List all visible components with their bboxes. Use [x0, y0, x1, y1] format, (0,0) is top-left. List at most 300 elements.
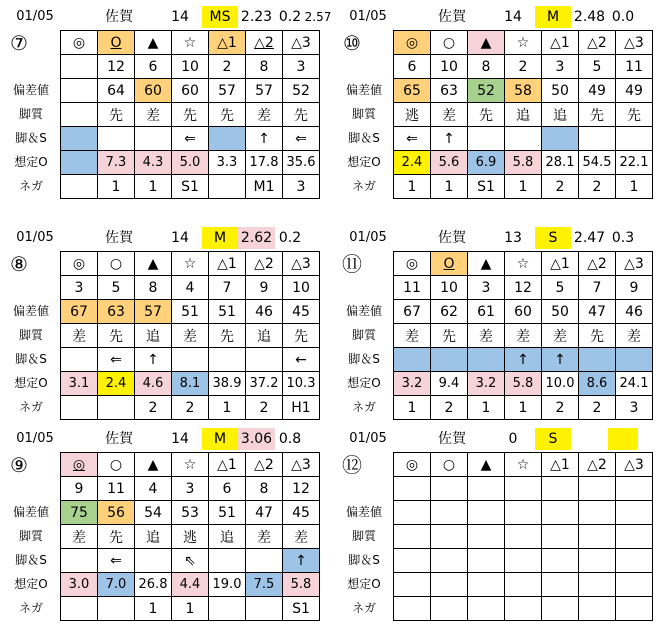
table-row-arrows — [61, 549, 320, 573]
cell-marks: △2 — [579, 453, 616, 477]
table-row-nums — [61, 55, 320, 79]
cell-odds — [505, 573, 542, 597]
cell-marks: ○ — [431, 453, 468, 477]
cell-nums — [431, 477, 468, 501]
cell-style — [579, 525, 616, 549]
cell-odds: 4.4 — [172, 573, 209, 597]
cell-arrows — [61, 549, 98, 573]
table-row-dev — [394, 300, 653, 324]
cell-odds: 10.0 — [542, 372, 579, 396]
table-row-nums — [61, 276, 320, 300]
cell-style: 差 — [616, 324, 653, 348]
header-v2 — [608, 428, 638, 450]
header-track: 佐賀 — [105, 9, 133, 25]
cell-nums — [542, 477, 579, 501]
row-label: ネガ — [351, 601, 376, 615]
cell-marks: ☆ — [505, 453, 542, 477]
cell-nega: 2 — [135, 396, 172, 420]
row-label: 想定O — [347, 376, 381, 390]
cell-arrows — [579, 549, 616, 573]
cell-dev: 65 — [394, 79, 431, 103]
row-label: ネガ — [18, 601, 43, 615]
row-label: 偏差値 — [345, 304, 382, 318]
cell-nega: 2 — [542, 175, 579, 199]
cell-style: 先 — [616, 103, 653, 127]
cell-dev: 52 — [283, 79, 320, 103]
cell-style: 先 — [431, 324, 468, 348]
cell-style — [61, 103, 98, 127]
cell-nega: 1 — [394, 175, 431, 199]
cell-nums: 10 — [431, 55, 468, 79]
table-row-odds — [394, 372, 653, 396]
cell-odds — [542, 573, 579, 597]
cell-dev — [61, 79, 98, 103]
race-number: ⑪ — [342, 252, 362, 276]
header-count: 13 — [504, 230, 522, 246]
race-panel — [338, 227, 663, 432]
cell-style — [505, 525, 542, 549]
table-row-arrows — [394, 549, 653, 573]
cell-marks: ☆ — [172, 453, 209, 477]
cell-arrows — [579, 127, 616, 151]
cell-marks: △2 — [246, 31, 283, 55]
cell-dev: 45 — [283, 501, 320, 525]
cell-odds: 35.6 — [283, 151, 320, 175]
cell-odds: 4.6 — [135, 372, 172, 396]
header-v2: 0.8 — [278, 431, 302, 447]
cell-style: 先 — [468, 103, 505, 127]
header-track: 佐賀 — [438, 9, 466, 25]
header-v3 — [637, 227, 663, 249]
cell-nega: M1 — [246, 175, 283, 199]
cell-marks: △3 — [616, 252, 653, 276]
header-v1: 2.62 — [238, 227, 275, 249]
table-row-odds — [61, 151, 320, 175]
cell-nega — [542, 597, 579, 621]
cell-marks: ◎ — [61, 453, 98, 477]
cell-nega: H1 — [283, 396, 320, 420]
cell-dev — [394, 501, 431, 525]
cell-dev: 57 — [246, 79, 283, 103]
cell-dev: 47 — [246, 501, 283, 525]
cell-marks: ☆ — [505, 252, 542, 276]
table-row-marks — [394, 453, 653, 477]
cell-nega: S1 — [283, 597, 320, 621]
header-v3 — [304, 227, 332, 249]
table-row-arrows — [394, 127, 653, 151]
cell-arrows — [394, 549, 431, 573]
cell-nums — [616, 477, 653, 501]
cell-nums: 2 — [209, 55, 246, 79]
cell-arrows: ⇐ — [98, 348, 135, 372]
cell-nums: 10 — [431, 276, 468, 300]
header-count: 14 — [504, 9, 522, 25]
cell-arrows: ↑ — [542, 348, 579, 372]
cell-marks: △1 — [542, 252, 579, 276]
cell-nega: 3 — [283, 175, 320, 199]
cell-arrows — [246, 549, 283, 573]
cell-arrows — [431, 549, 468, 573]
cell-marks: △3 — [283, 31, 320, 55]
table-row-marks — [61, 453, 320, 477]
cell-dev: 53 — [172, 501, 209, 525]
race-number: ⑩ — [343, 31, 361, 55]
cell-nega: 1 — [616, 175, 653, 199]
header-track: 佐賀 — [438, 431, 466, 447]
cell-nums: 5 — [98, 276, 135, 300]
cell-nums: 6 — [135, 55, 172, 79]
row-label: 脚質 — [18, 328, 43, 342]
header-v3 — [304, 428, 332, 450]
cell-odds: 24.1 — [616, 372, 653, 396]
cell-marks: ☆ — [172, 31, 209, 55]
row-label: ネガ — [351, 400, 376, 414]
cell-odds — [431, 573, 468, 597]
cell-arrows — [394, 348, 431, 372]
table-row-style — [394, 103, 653, 127]
cell-nega — [616, 597, 653, 621]
cell-odds: 19.0 — [209, 573, 246, 597]
cell-nega: S1 — [172, 175, 209, 199]
marks-table — [393, 30, 653, 199]
cell-nega: 2 — [579, 396, 616, 420]
race-number: ⑨ — [10, 453, 28, 477]
race-number: ⑦ — [10, 31, 28, 55]
cell-nums: 8 — [468, 55, 505, 79]
header-date: 01/05 — [349, 9, 387, 24]
cell-arrows: ↑ — [505, 348, 542, 372]
cell-arrows — [616, 127, 653, 151]
cell-odds: 3.2 — [394, 372, 431, 396]
header-v1: 3.06 — [238, 428, 275, 450]
cell-odds: 2.4 — [394, 151, 431, 175]
cell-marks: ◎ — [394, 252, 431, 276]
cell-style — [616, 525, 653, 549]
cell-odds: 3.0 — [61, 573, 98, 597]
race-header — [5, 6, 330, 30]
cell-odds — [61, 151, 98, 175]
cell-dev — [468, 501, 505, 525]
row-label: 偏差値 — [345, 505, 382, 519]
row-label: 偏差値 — [12, 304, 49, 318]
cell-arrows: ↑ — [135, 348, 172, 372]
row-label: 想定O — [14, 577, 48, 591]
cell-dev: 46 — [246, 300, 283, 324]
cell-marks: △1 — [209, 453, 246, 477]
cell-nums: 5 — [542, 276, 579, 300]
header-v2: 0.2 — [278, 230, 302, 246]
cell-style: 先 — [98, 324, 135, 348]
table-row-style — [61, 103, 320, 127]
row-label: 想定O — [14, 376, 48, 390]
cell-marks: △1 — [542, 453, 579, 477]
cell-nums: 6 — [209, 477, 246, 501]
cell-arrows — [209, 549, 246, 573]
cell-dev — [542, 501, 579, 525]
header-count: 14 — [171, 230, 189, 246]
cell-odds: 4.3 — [135, 151, 172, 175]
cell-marks: ◎ — [61, 252, 98, 276]
row-label: 脚質 — [351, 328, 376, 342]
cell-nega: 2 — [431, 396, 468, 420]
row-label: 脚＆S — [348, 553, 380, 567]
cell-nega — [98, 597, 135, 621]
cell-style: 先 — [209, 103, 246, 127]
race-header — [338, 428, 663, 452]
cell-odds: 2.4 — [98, 372, 135, 396]
cell-nega: 1 — [209, 396, 246, 420]
cell-nums: 12 — [505, 276, 542, 300]
cell-nums: 7 — [209, 276, 246, 300]
row-label: 偏差値 — [12, 83, 49, 97]
cell-odds: 8.1 — [172, 372, 209, 396]
cell-arrows: ← — [283, 348, 320, 372]
cell-dev: 60 — [505, 300, 542, 324]
cell-marks: ▲ — [135, 31, 172, 55]
table-row-style — [394, 525, 653, 549]
cell-style: 逃 — [172, 525, 209, 549]
row-label: 脚質 — [18, 107, 43, 121]
cell-dev: 52 — [468, 79, 505, 103]
cell-odds: 17.8 — [246, 151, 283, 175]
race-number: ⑧ — [10, 252, 28, 276]
row-label: 脚＆S — [15, 352, 47, 366]
cell-style: 差 — [542, 324, 579, 348]
cell-style — [468, 525, 505, 549]
table-row-marks — [61, 252, 320, 276]
cell-style: 差 — [135, 103, 172, 127]
cell-odds: 38.9 — [209, 372, 246, 396]
cell-arrows — [468, 549, 505, 573]
cell-nega: 3 — [616, 396, 653, 420]
cell-style: 差 — [505, 324, 542, 348]
race-number: ⑫ — [342, 453, 362, 477]
cell-dev: 58 — [505, 79, 542, 103]
cell-arrows — [135, 127, 172, 151]
table-row-dev — [61, 79, 320, 103]
header-grade: M — [535, 6, 571, 28]
header-grade: S — [535, 428, 571, 450]
cell-arrows — [505, 127, 542, 151]
cell-arrows — [61, 127, 98, 151]
cell-arrows: ⇖ — [172, 549, 209, 573]
cell-odds: 7.5 — [246, 573, 283, 597]
cell-nega — [209, 597, 246, 621]
table-row-odds — [394, 151, 653, 175]
table-row-nums — [394, 55, 653, 79]
cell-arrows — [616, 348, 653, 372]
cell-arrows — [542, 549, 579, 573]
cell-marks: ◎ — [394, 31, 431, 55]
cell-odds — [394, 573, 431, 597]
cell-odds: 3.2 — [468, 372, 505, 396]
row-label: ネガ — [351, 179, 376, 193]
cell-arrows — [616, 549, 653, 573]
cell-marks: △1 — [209, 31, 246, 55]
cell-odds — [579, 573, 616, 597]
cell-nega: 2 — [579, 175, 616, 199]
cell-nega — [61, 396, 98, 420]
header-v2: 0.2 — [278, 9, 302, 25]
cell-style: 追 — [505, 103, 542, 127]
header-v3 — [637, 428, 663, 450]
cell-nega: 1 — [135, 175, 172, 199]
cell-nega — [209, 175, 246, 199]
cell-arrows — [431, 348, 468, 372]
cell-dev: 57 — [209, 79, 246, 103]
row-label: ネガ — [18, 179, 43, 193]
cell-nums: 8 — [246, 477, 283, 501]
cell-dev — [505, 501, 542, 525]
race-panel — [338, 428, 663, 633]
cell-style: 先 — [579, 324, 616, 348]
header-v2: 0.0 — [611, 9, 635, 25]
table-row-nums — [61, 477, 320, 501]
cell-marks: △3 — [283, 453, 320, 477]
cell-arrows — [209, 127, 246, 151]
cell-marks: ▲ — [468, 31, 505, 55]
cell-odds: 5.8 — [283, 573, 320, 597]
cell-style: 先 — [283, 103, 320, 127]
cell-nums: 11 — [394, 276, 431, 300]
race-panel — [338, 6, 663, 211]
cell-dev: 67 — [61, 300, 98, 324]
row-label: 脚＆S — [15, 131, 47, 145]
cell-arrows: ↑ — [431, 127, 468, 151]
cell-dev: 60 — [172, 79, 209, 103]
cell-marks: ○ — [98, 453, 135, 477]
cell-nums: 3 — [542, 55, 579, 79]
cell-nega: 1 — [135, 597, 172, 621]
cell-marks: ☆ — [505, 31, 542, 55]
cell-odds: 5.6 — [431, 151, 468, 175]
cell-nums — [579, 477, 616, 501]
cell-nega: 2 — [246, 396, 283, 420]
cell-nums: 3 — [468, 276, 505, 300]
cell-nums — [61, 55, 98, 79]
header-count: 14 — [171, 9, 189, 25]
header-count: 0 — [508, 431, 518, 447]
row-label: 脚質 — [351, 529, 376, 543]
cell-arrows: ⇐ — [172, 127, 209, 151]
cell-style — [431, 525, 468, 549]
cell-nega: 1 — [468, 396, 505, 420]
table-row-nums — [394, 477, 653, 501]
cell-dev: 49 — [616, 79, 653, 103]
cell-nums: 3 — [61, 276, 98, 300]
race-panel — [5, 6, 330, 211]
row-label: 想定O — [347, 577, 381, 591]
cell-nega — [61, 597, 98, 621]
cell-style: 差 — [61, 324, 98, 348]
cell-style: 先 — [283, 324, 320, 348]
table-row-marks — [61, 31, 320, 55]
cell-nega: S1 — [468, 175, 505, 199]
race-header — [338, 227, 663, 251]
row-label: 脚質 — [18, 529, 43, 543]
cell-style: 先 — [98, 103, 135, 127]
cell-arrows — [505, 549, 542, 573]
cell-arrows — [135, 549, 172, 573]
cell-dev: 49 — [579, 79, 616, 103]
cell-marks: △3 — [616, 453, 653, 477]
cell-dev: 46 — [616, 300, 653, 324]
cell-nums: 12 — [98, 55, 135, 79]
cell-nega — [61, 175, 98, 199]
header-track: 佐賀 — [105, 230, 133, 246]
cell-nega — [505, 597, 542, 621]
cell-marks: △2 — [579, 252, 616, 276]
cell-odds: 7.0 — [98, 573, 135, 597]
race-panel — [5, 428, 330, 633]
cell-dev: 75 — [61, 501, 98, 525]
cell-marks: △2 — [246, 453, 283, 477]
cell-odds: 28.1 — [542, 151, 579, 175]
cell-marks: △3 — [283, 252, 320, 276]
cell-dev: 51 — [209, 501, 246, 525]
cell-style: 差 — [172, 324, 209, 348]
cell-style: 差 — [246, 525, 283, 549]
cell-nums: 10 — [172, 55, 209, 79]
table-row-dev — [394, 79, 653, 103]
cell-nums: 4 — [135, 477, 172, 501]
cell-odds — [616, 573, 653, 597]
race-header — [338, 6, 663, 30]
cell-marks: O — [98, 31, 135, 55]
cell-nums: 8 — [135, 276, 172, 300]
cell-marks: ▲ — [468, 252, 505, 276]
table-row-dev — [61, 300, 320, 324]
header-date: 01/05 — [16, 9, 54, 24]
cell-marks: ○ — [98, 252, 135, 276]
cell-marks: O — [431, 252, 468, 276]
cell-nums: 3 — [283, 55, 320, 79]
cell-dev: 61 — [468, 300, 505, 324]
table-row-dev — [61, 501, 320, 525]
cell-nums: 5 — [579, 55, 616, 79]
cell-style: 先 — [98, 525, 135, 549]
race-header — [5, 227, 330, 251]
header-grade: MS — [202, 6, 238, 28]
cell-marks: △1 — [209, 252, 246, 276]
cell-marks: △3 — [616, 31, 653, 55]
cell-style: 追 — [135, 324, 172, 348]
cell-odds: 6.9 — [468, 151, 505, 175]
cell-nega — [468, 597, 505, 621]
cell-odds: 54.5 — [579, 151, 616, 175]
cell-nega: 2 — [542, 396, 579, 420]
table-row-nega — [61, 396, 320, 420]
table-row-nums — [394, 276, 653, 300]
cell-nums: 11 — [616, 55, 653, 79]
cell-odds: 37.2 — [246, 372, 283, 396]
cell-dev: 63 — [98, 300, 135, 324]
table-row-style — [61, 324, 320, 348]
cell-style: 追 — [135, 525, 172, 549]
row-label: 脚＆S — [348, 131, 380, 145]
cell-marks: △2 — [246, 252, 283, 276]
cell-style: 差 — [468, 324, 505, 348]
table-row-odds — [61, 372, 320, 396]
race-panel — [5, 227, 330, 432]
cell-dev: 62 — [431, 300, 468, 324]
cell-dev: 64 — [98, 79, 135, 103]
cell-odds — [468, 573, 505, 597]
cell-nega: 2 — [172, 396, 209, 420]
cell-dev: 63 — [431, 79, 468, 103]
table-row-style — [394, 324, 653, 348]
cell-nums: 9 — [61, 477, 98, 501]
